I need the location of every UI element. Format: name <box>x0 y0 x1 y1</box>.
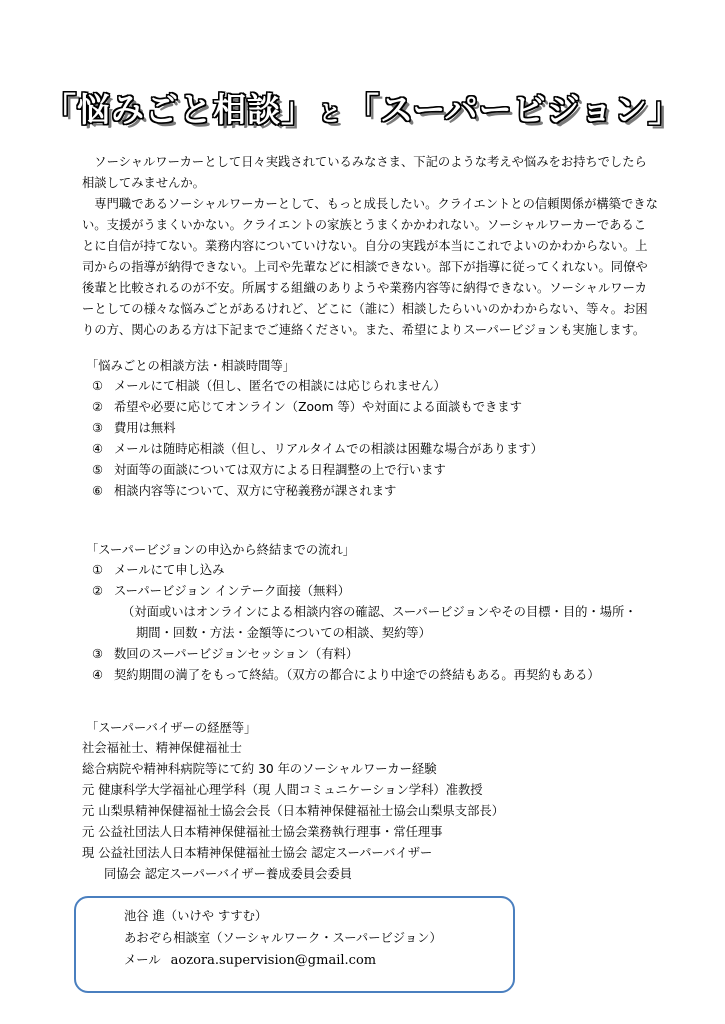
list-item <box>82 397 672 418</box>
intro-text <box>82 152 658 341</box>
intro-paragraph-1: ソーシャルワーカーとして日々実践されているみなさま、下記のような考えや悩みをお持ちでしたら相談してみませんか。 <box>82 155 647 190</box>
flow-heading: 「スーパービジョンの申込から終結までの流れ」 <box>86 543 356 557</box>
contact-email-row <box>124 950 376 968</box>
career-line: 元 公益社団法人日本精神保健福祉士協会業務執行理事・常任理事 <box>82 825 443 839</box>
contact-box <box>74 896 515 993</box>
item-text: 契約期間の満了をもって終結。（双方の都合により中途での終結もある。再契約もある） <box>114 668 600 682</box>
contact-name: 池谷 進（いけや すすむ） <box>124 909 268 923</box>
item-text: 費用は無料 <box>114 421 176 435</box>
title-consultation: 「悩みごと相談」 <box>42 90 315 129</box>
list-item <box>82 418 672 439</box>
contact-office: あおぞら相談室（ソーシャルワーク・スーパービジョン） <box>124 931 442 945</box>
consult-heading: 「悩みごとの相談方法・相談時間等」 <box>86 359 296 373</box>
item-number: ④ <box>92 668 104 682</box>
item-number: ② <box>92 400 104 414</box>
item-number: ③ <box>92 421 104 435</box>
career-line: 総合病院や精神科病院等にて約 30 年のソーシャルワーカー経験 <box>82 762 437 776</box>
item-text: 対面等の面談については双方による日程調整の上で行います <box>114 463 446 477</box>
flow-section <box>82 540 672 686</box>
item-number: ① <box>92 379 104 393</box>
item-text: 希望や必要に応じてオンライン（Zoom 等）や対面による面談もできます <box>114 400 522 414</box>
career-line: 同協会 認定スーパーバイザー養成委員会委員 <box>104 867 353 881</box>
email-label: メール <box>124 953 161 967</box>
career-line: 元 山梨県精神保健福祉士協会会長（日本精神保健福祉士協会山梨県支部長） <box>82 804 505 818</box>
item-detail: （対面或いはオンラインによる相談内容の確認、スーパービジョンやその目標・目的・場所・ <box>122 605 637 619</box>
list-item <box>82 644 672 665</box>
list-item <box>82 376 672 397</box>
list-item <box>82 481 672 502</box>
item-text: メールにて相談（但し、匿名での相談には応じられません） <box>114 379 446 393</box>
item-detail: 期間・回数・方法・金額等についての相談、契約等） <box>136 626 431 640</box>
email-address[interactable]: aozora.supervision@gmail.com <box>170 953 377 968</box>
item-number: ⑥ <box>92 484 104 498</box>
item-text: メールは随時応相談（但し、リアルタイムでの相談は困難な場合があります） <box>114 442 543 456</box>
consult-list <box>82 376 672 502</box>
item-text: 数回のスーパービジョンセッション（有料） <box>114 647 359 661</box>
career-line: 元 健康科学大学福祉心理学科（現 人間コミュニケーション学科）准教授 <box>82 783 483 797</box>
item-number: ① <box>92 563 104 577</box>
item-number: ⑤ <box>92 463 104 477</box>
career-line: 社会福祉士、精神保健福祉士 <box>82 741 242 755</box>
list-item <box>82 439 672 460</box>
title-supervision: 「スーパービジョン」 <box>345 90 683 129</box>
career-section <box>82 718 672 885</box>
title-connector: と <box>318 102 342 127</box>
item-text: メールにて申し込み <box>114 563 225 577</box>
page-title <box>0 84 725 131</box>
career-line: 現 公益社団法人日本精神保健福祉士協会 認定スーパーバイザー <box>82 846 433 860</box>
item-text: 相談内容等について、双方に守秘義務が課されます <box>114 484 397 498</box>
flow-list <box>82 560 672 686</box>
list-item <box>82 460 672 481</box>
item-text: スーパービジョン インテーク面接（無料） <box>114 584 351 598</box>
item-number: ③ <box>92 647 104 661</box>
list-item <box>82 581 672 602</box>
list-item <box>82 665 672 686</box>
consult-section <box>82 356 672 502</box>
list-item <box>82 560 672 581</box>
item-number: ② <box>92 584 104 598</box>
career-heading: 「スーパーバイザーの経歴等」 <box>86 721 257 735</box>
intro-paragraph-2: 専門職であるソーシャルワーカーとして、もっと成長したい。クライエントとの信頼関係が構築できない。支援がうまくいかない。クライエントの家族とうまくかかわれない。ソーシャルワーカーであることに自信が持てない。業務内容についていけない。自分の実践が本当にこれでよいのかわからない。上司からの指導が納得できない。上司や先輩などに相談できない。部下が指導に従ってくれない。同僚や後輩と比較されるのが不安。所属する組織のありようや業務内容等に納得できない。ソーシャルワーカーとしての様々な悩みごとがあるけれど、どこに（誰に）相談したらいいのかわからない、等々。お困りの方、関心のある方は下記までご連絡ください。また、希望によりスーパービジョンも実施します。 <box>82 197 658 337</box>
item-number: ④ <box>92 442 104 456</box>
